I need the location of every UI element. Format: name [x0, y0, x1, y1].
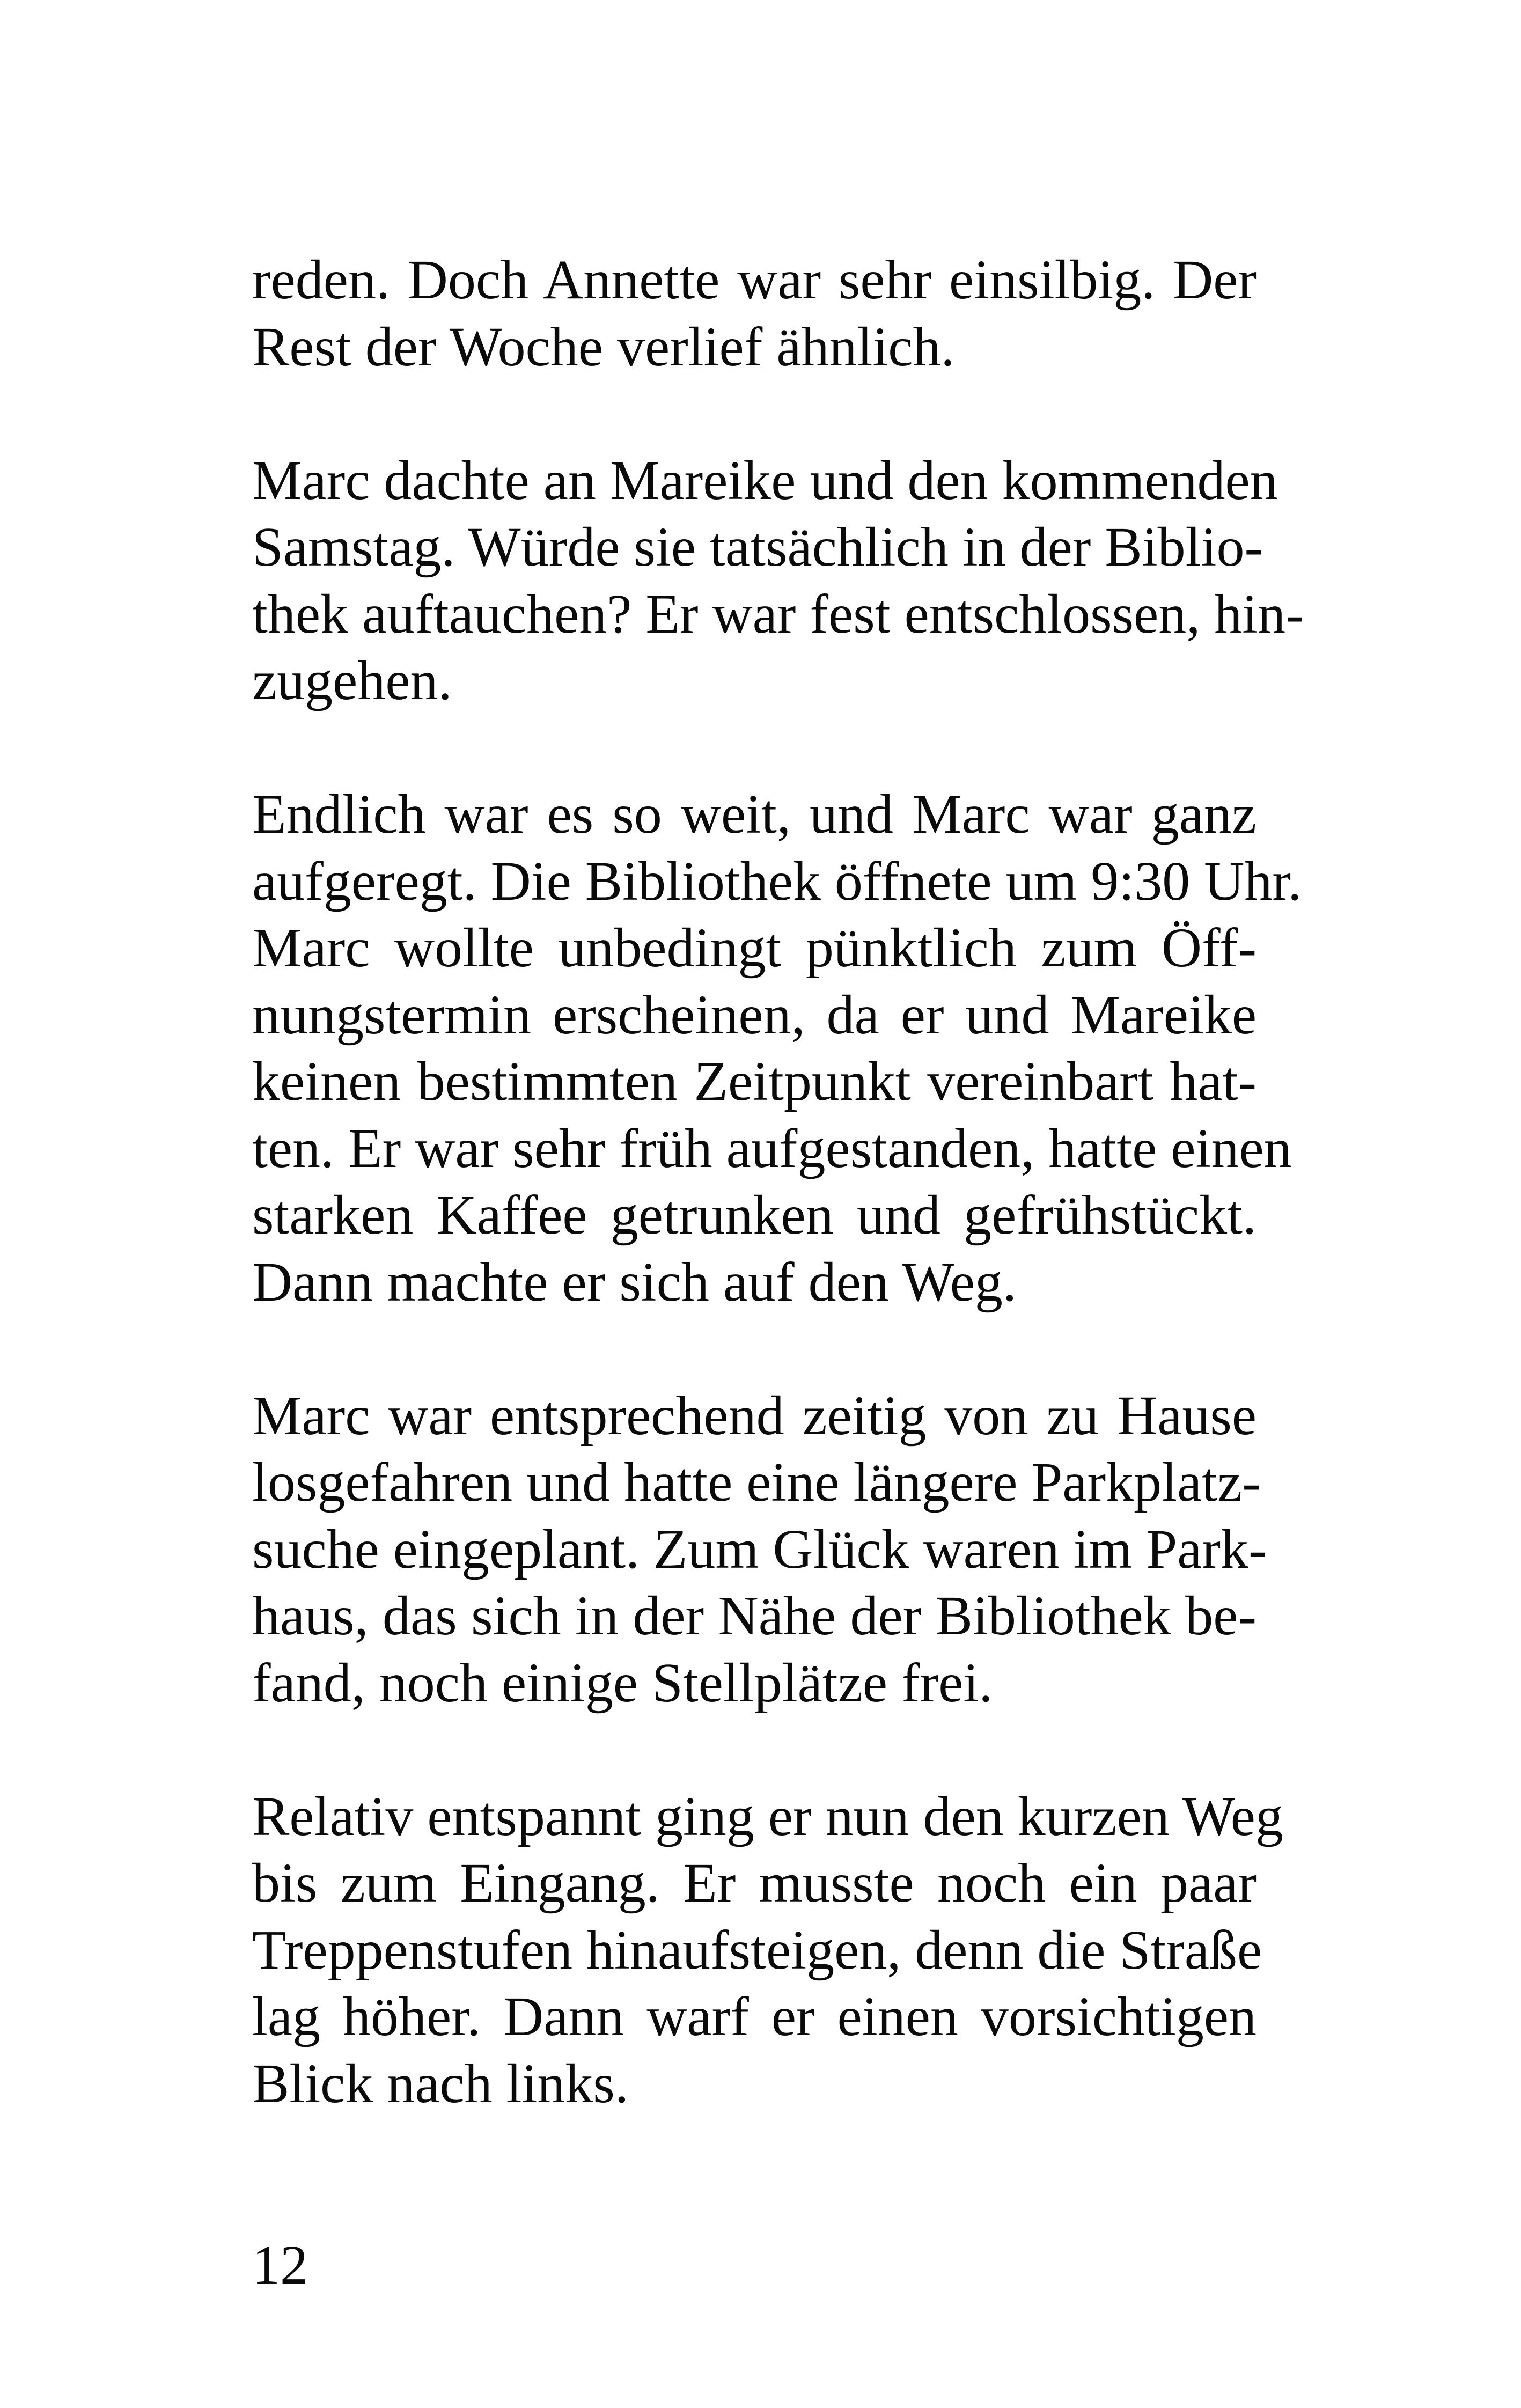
- text-line: lag höher. Dann warf er einen vorsichtigen: [252, 1986, 1257, 2047]
- paragraph-1: [252, 247, 1257, 380]
- text-line: keinen bestimmten Zeitpunkt vereinbart hat-: [252, 1051, 1257, 1112]
- paragraph-gap: [252, 1716, 1257, 1783]
- page-text: [252, 247, 1304, 2117]
- text-line: Rest der Woche verlief ähnlich.: [252, 315, 955, 378]
- text-line: ten. Er war sehr früh aufgestanden, hatte einen: [252, 1117, 1292, 1179]
- paragraph-5: [252, 1783, 1283, 2118]
- page-number: 12: [252, 2234, 308, 2296]
- text-line: Endlich war es so weit, und Marc war ganz: [252, 783, 1257, 845]
- text-line: bis zum Eingang. Er musste noch ein paar: [252, 1852, 1257, 1914]
- text-line: starken Kaffee getrunken und gefrühstückt.: [252, 1184, 1257, 1246]
- text-line: nungstermin erscheinen, da er und Mareike: [252, 983, 1257, 1046]
- text-line: Relativ entspannt ging er nun den kurzen Weg: [252, 1785, 1283, 1847]
- text-line: zugehen.: [252, 650, 452, 711]
- text-line: suche eingeplant. Zum Glück waren im Park-: [252, 1518, 1267, 1580]
- text-line: Treppenstufen hinaufsteigen, denn die Straße: [252, 1919, 1262, 1981]
- text-line: fand, noch einige Stellplätze frei.: [252, 1651, 993, 1714]
- text-line: Dann machte er sich auf den Weg.: [252, 1251, 1017, 1313]
- paragraph-gap: [252, 1316, 1257, 1383]
- text-line: thek auftauchen? Er war fest entschlossen, hin-: [252, 583, 1304, 645]
- paragraph-2: [252, 447, 1304, 715]
- paragraph-4: [252, 1383, 1267, 1717]
- text-line: aufgeregt. Die Bibliothek öffnete um 9:30 Uhr.: [252, 850, 1302, 912]
- paragraph-gap: [252, 380, 1257, 447]
- text-line: losgefahren und hatte eine längere Parkplatz-: [252, 1451, 1261, 1513]
- text-line: reden. Doch Annette war sehr einsilbig. Der: [252, 249, 1257, 311]
- text-line: Marc wollte unbedingt pünktlich zum Öff-: [252, 917, 1257, 979]
- text-line: Marc dachte an Mareike und den kommenden: [252, 449, 1278, 511]
- paragraph-3: [252, 781, 1302, 1316]
- text-line: Marc war entsprechend zeitig von zu Hause: [252, 1384, 1257, 1447]
- paragraph-gap: [252, 715, 1257, 782]
- text-line: Blick nach links.: [252, 2052, 629, 2115]
- text-line: haus, das sich in der Nähe der Bibliothek be-: [252, 1585, 1257, 1647]
- text-line: Samstag. Würde sie tatsächlich in der Biblio-: [252, 516, 1263, 578]
